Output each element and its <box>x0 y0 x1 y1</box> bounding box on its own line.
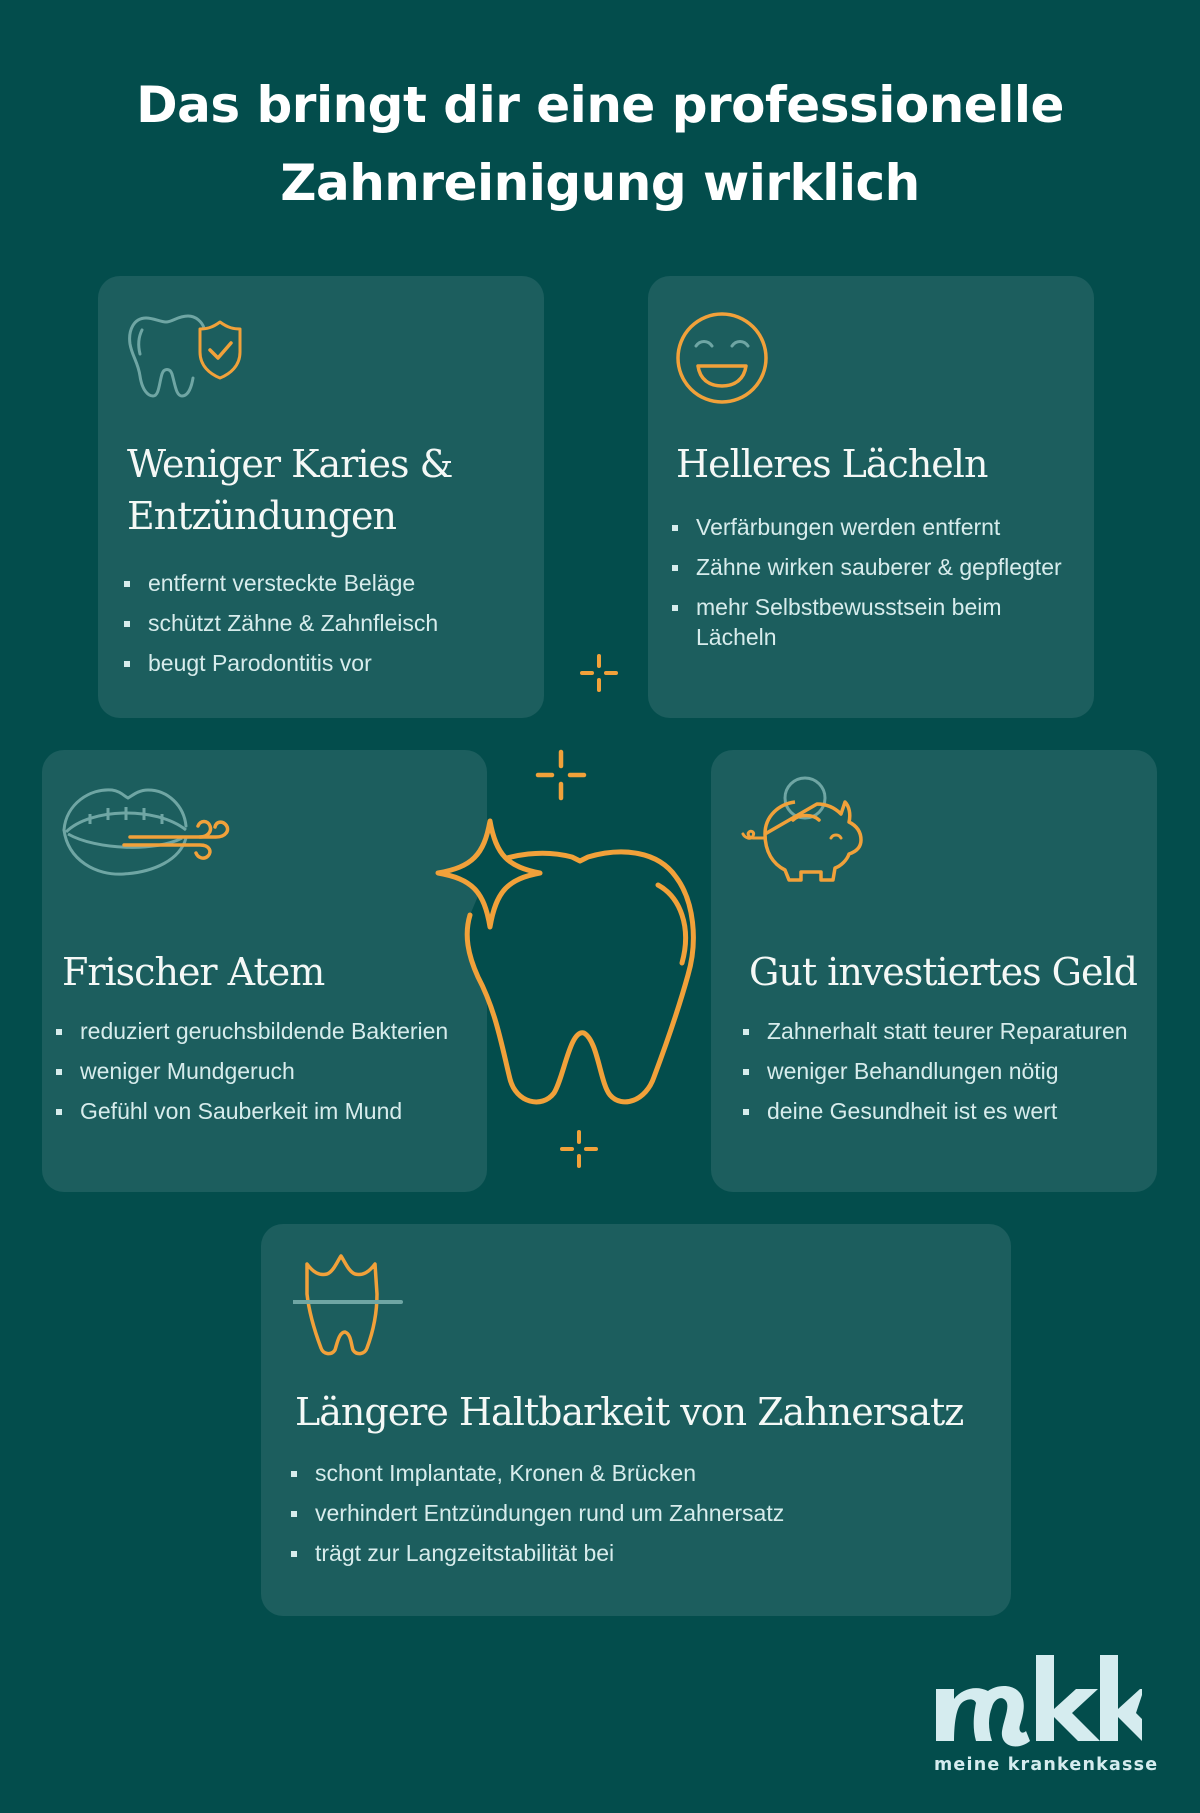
sparkle-icon <box>534 748 588 802</box>
tooth-shield-icon <box>126 310 246 400</box>
mkk-logomark-icon <box>932 1655 1142 1751</box>
bullet-list <box>50 1016 470 1136</box>
card-title: Gut investiertes Geld <box>749 950 1138 994</box>
list-item: deine Gesundheit ist es wert <box>737 1096 1147 1126</box>
logo-tagline: meine krankenkasse <box>934 1755 1159 1775</box>
card-gut-investiertes-geld <box>711 750 1157 1192</box>
card-title: Weniger Karies & Entzündungen <box>127 442 453 538</box>
title-line-1: Das bringt dir eine professionelle <box>136 76 1064 134</box>
sparkle-icon <box>558 1128 600 1170</box>
list-item: Gefühl von Sauberkeit im Mund <box>50 1096 470 1126</box>
bullet-list <box>118 568 528 688</box>
mouth-breath-icon <box>60 782 240 882</box>
page-title <box>0 66 1200 222</box>
list-item: beugt Parodontitis vor <box>118 648 528 678</box>
bullet-list <box>666 512 1081 662</box>
card-title: Frischer Atem <box>62 950 325 994</box>
mkk-logo <box>932 1655 1159 1775</box>
list-item: verhindert Entzündungen rund um Zahnersatz <box>285 1498 985 1528</box>
list-item: schont Implantate, Kronen & Brücken <box>285 1458 985 1488</box>
list-item: weniger Behandlungen nötig <box>737 1056 1147 1086</box>
sparkle-icon <box>578 652 620 694</box>
list-item: Verfärbungen werden entfernt <box>666 512 1081 542</box>
list-item: schützt Zähne & Zahnfleisch <box>118 608 528 638</box>
bullet-list <box>285 1458 985 1578</box>
sparkling-tooth-icon <box>432 815 734 1115</box>
list-item: Zahnerhalt statt teurer Reparaturen <box>737 1016 1147 1046</box>
list-item: mehr Selbstbewusstsein beim Lächeln <box>666 592 1081 652</box>
bullet-list <box>737 1016 1147 1136</box>
card-weniger-karies <box>98 276 544 718</box>
list-item: trägt zur Langzeitstabilität bei <box>285 1538 985 1568</box>
list-item: entfernt versteckte Beläge <box>118 568 528 598</box>
card-frischer-atem <box>42 750 487 1192</box>
card-helleres-laecheln <box>648 276 1094 718</box>
list-item: Zähne wirken sauberer & gepflegter <box>666 552 1081 582</box>
piggy-bank-icon <box>739 776 869 886</box>
card-laengere-haltbarkeit <box>261 1224 1011 1616</box>
card-title: Längere Haltbarkeit von Zahnersatz <box>295 1390 964 1434</box>
smiley-face-icon <box>674 310 770 406</box>
card-title: Helleres Lächeln <box>676 442 988 486</box>
dental-crown-icon <box>293 1254 403 1358</box>
title-line-2: Zahnreinigung wirklich <box>280 154 920 212</box>
list-item: reduziert geruchsbildende Bakterien <box>50 1016 470 1046</box>
list-item: weniger Mundgeruch <box>50 1056 470 1086</box>
